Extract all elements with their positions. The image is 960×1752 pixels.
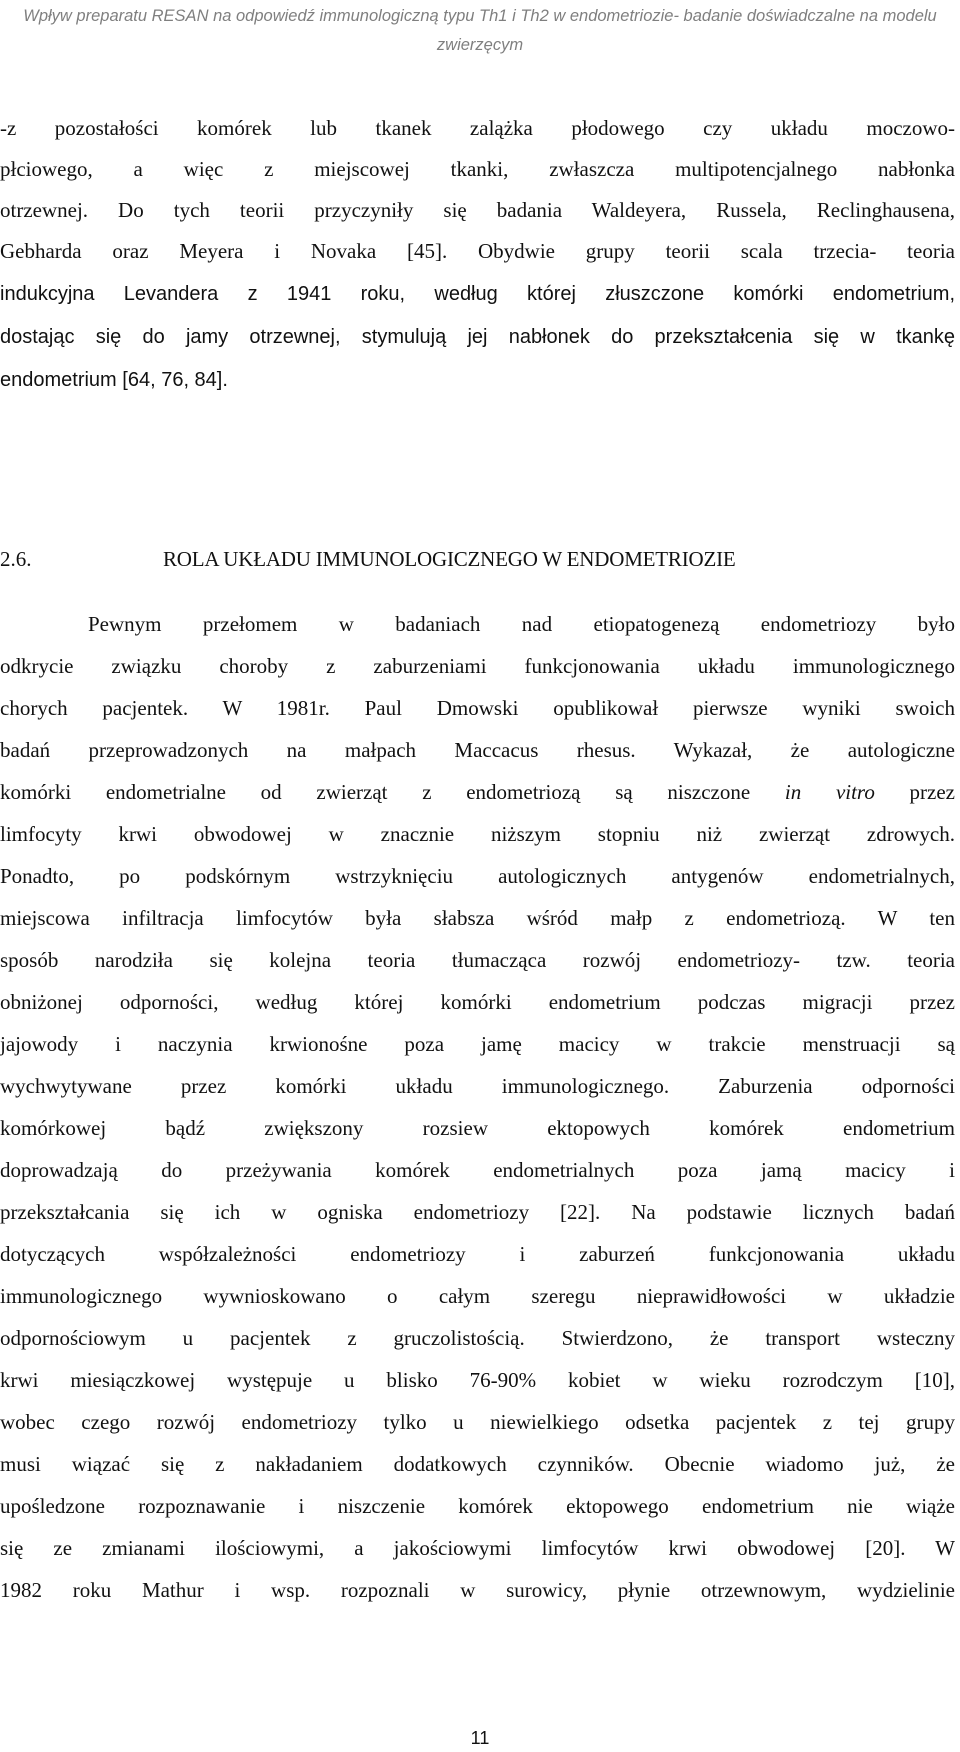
paragraph-2-line-18: odpornościowym u pacjentek z gruczolistością. Stwierdzono, że transport wsteczny bbox=[0, 1326, 955, 1350]
paragraph-1-line-4: Gebharda oraz Meyera i Novaka [45]. Obydwie grupy teorii scala trzecia- teoria bbox=[0, 239, 955, 263]
paragraph-1-line-1: -z pozostałości komórek lub tkanek zalążka płodowego czy układu moczowo- bbox=[0, 116, 955, 140]
paragraph-2-line-19: krwi miesiączkowej występuje u blisko 76-90% kobiet w wieku rozrodczym [10], bbox=[0, 1368, 955, 1392]
paragraph-2-line-20: wobec czego rozwój endometriozy tylko u niewielkiego odsetka pacjentek z tej grupy bbox=[0, 1410, 955, 1434]
running-header bbox=[0, 2, 960, 60]
paragraph-2-line-10: obniżonej odporności, według której komórki endometrium podczas migracji przez bbox=[0, 990, 955, 1014]
running-header-line-2: zwierzęcym bbox=[436, 36, 524, 54]
page-number: 11 bbox=[470, 1728, 490, 1748]
paragraph-2-line-11: jajowody i naczynia krwionośne poza jamę macicy w trakcie menstruacji są bbox=[0, 1032, 955, 1056]
running-header-line-1: Wpływ preparatu RESAN na odpowiedź immunologiczną typu Th1 i Th2 w endometriozie- badanie doświadczalne na modelu bbox=[23, 7, 937, 25]
paragraph-2-line-4: badań przeprowadzonych na małpach Maccacus rhesus. Wykazał, że autologiczne bbox=[0, 738, 955, 762]
section-title: ROLA UKŁADU IMMUNOLOGICZNEGO W ENDOMETRIOZIE bbox=[163, 547, 736, 571]
in-vitro-line-text: komórki endometrialne od zwierząt z endometriozą są niszczone in vitro przez bbox=[0, 780, 955, 804]
paragraph-2-line-12: wychwytywane przez komórki układu immunologicznego. Zaburzenia odporności bbox=[0, 1074, 955, 1098]
paragraph-2-line-24: 1982 roku Mathur i wsp. rozpoznali w surowicy, płynie otrzewnowym, wydzielinie bbox=[0, 1578, 955, 1602]
paragraph-2-line-7: Ponadto, po podskórnym wstrzyknięciu autologicznych antygenów endometrialnych, bbox=[0, 864, 955, 888]
paragraph-2-line-3: chorych pacjentek. W 1981r. Paul Dmowski opublikował pierwsze wyniki swoich bbox=[0, 696, 955, 720]
paragraph-2-line-17: immunologicznego wywnioskowano o całym szeregu nieprawidłowości w układzie bbox=[0, 1284, 955, 1308]
paragraph-2-line-9: sposób narodziła się kolejna teoria tłumacząca rozwój endometriozy- tzw. teoria bbox=[0, 948, 955, 972]
paragraph-2-line-21: musi wiązać się z nakładaniem dodatkowych czynników. Obecnie wiadomo już, że bbox=[0, 1452, 955, 1476]
paragraph-2-line-1: Pewnym przełomem w badaniach nad etiopatogenezą endometriozy było bbox=[88, 612, 955, 636]
paragraph-2-line-5 bbox=[0, 780, 955, 805]
paragraph-2-line-13: komórkowej bądź zwiększony rozsiew ektopowych komórek endometrium bbox=[0, 1116, 955, 1140]
paragraph-2-line-2: odkrycie związku choroby z zaburzeniami funkcjonowania układu immunologicznego bbox=[0, 654, 955, 678]
paragraph-1-line-5: indukcyjna Levandera z 1941 roku, według której złuszczone komórki endometrium, bbox=[0, 283, 955, 305]
paragraph-1-line-7: endometrium [64, 76, 84]. bbox=[0, 369, 228, 391]
paragraph-2-line-8: miejscowa infiltracja limfocytów była słabsza wśród małp z endometriozą. W ten bbox=[0, 906, 955, 930]
paragraph-2-line-6: limfocyty krwi obwodowej w znacznie niższym stopniu niż zwierząt zdrowych. bbox=[0, 822, 955, 846]
section-number: 2.6. bbox=[0, 547, 32, 571]
paragraph-2-line-15: przekształcania się ich w ogniska endometriozy [22]. Na podstawie licznych badań bbox=[0, 1200, 955, 1224]
paragraph-1-line-6: dostając się do jamy otrzewnej, stymulują jej nabłonek do przekształcenia się w tkankę bbox=[0, 326, 955, 348]
paragraph-1-line-3: otrzewnej. Do tych teorii przyczyniły się badania Waldeyera, Russela, Reclinghausena, bbox=[0, 198, 955, 222]
paragraph-2-line-14: doprowadzają do przeżywania komórek endometrialnych poza jamą macicy i bbox=[0, 1158, 955, 1182]
paragraph-1-line-2: płciowego, a więc z miejscowej tkanki, zwłaszcza multipotencjalnego nabłonka bbox=[0, 157, 955, 181]
paragraph-2-line-23: się ze zmianami ilościowymi, a jakościowymi limfocytów krwi obwodowej [20]. W bbox=[0, 1536, 955, 1560]
paragraph-2-line-22: upośledzone rozpoznawanie i niszczenie komórek ektopowego endometrium nie wiąże bbox=[0, 1494, 955, 1518]
in-vitro-emphasis: in vitro bbox=[784, 780, 875, 804]
paragraph-2-line-16: dotyczących współzależności endometriozy i zaburzeń funkcjonowania układu bbox=[0, 1242, 955, 1266]
